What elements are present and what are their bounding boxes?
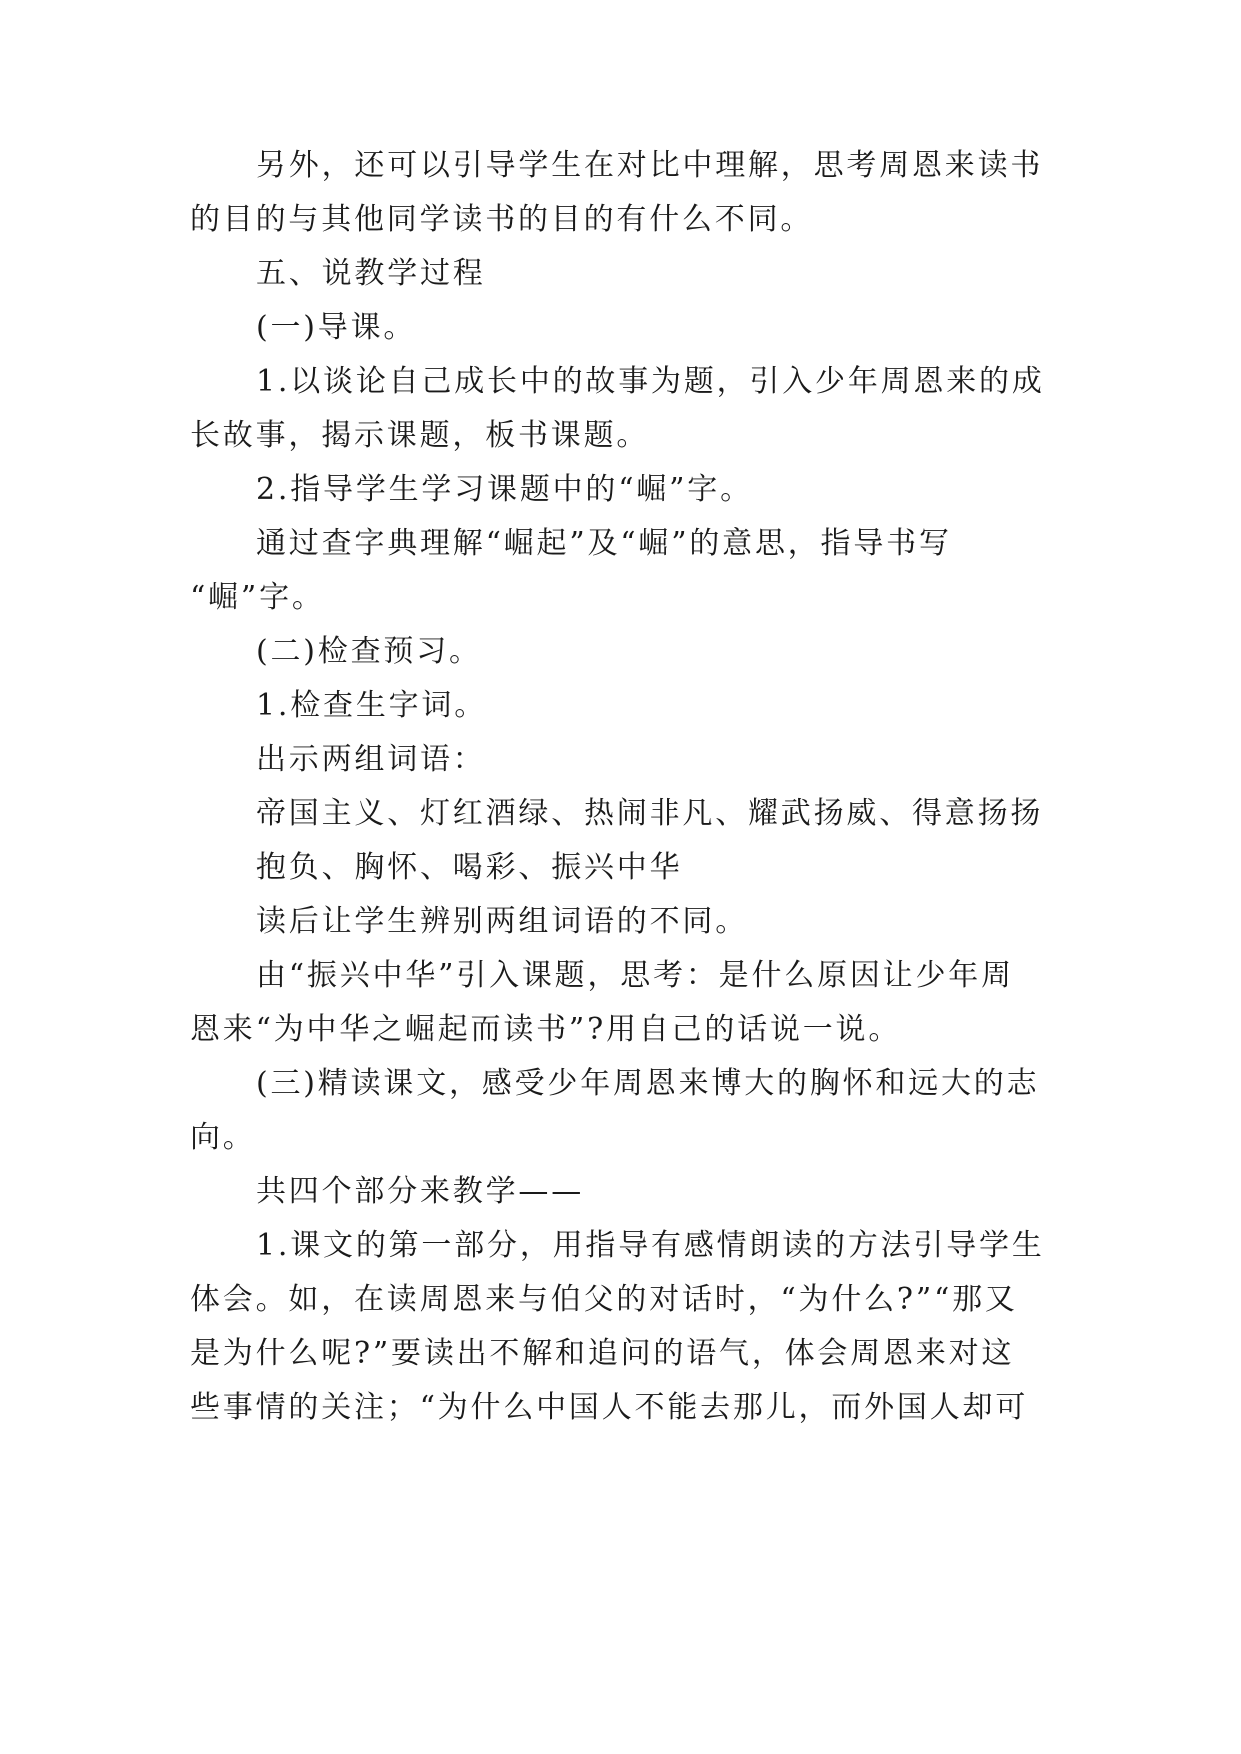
text-line: 由“振兴中华”引入课题，思考：是什么原因让少年周 — [256, 958, 1014, 993]
word-group-1: 帝国主义、灯红酒绿、热闹非凡、耀武扬威、得意扬扬 — [256, 796, 1044, 831]
text-line: 是为什么呢?”要读出不解和追问的语气，体会周恩来对这 — [190, 1336, 1015, 1371]
word-group-2: 抱负、胸怀、喝彩、振兴中华 — [256, 850, 683, 885]
text-line: 通过查字典理解“崛起”及“崛”的意思，指导书写 — [256, 526, 952, 561]
text-line: 2.指导学生学习课题中的“崛”字。 — [256, 472, 753, 507]
text-line: “崛”字。 — [190, 580, 325, 615]
text-line: 读后让学生辨别两组词语的不同。 — [256, 904, 748, 939]
text-line: 的目的与其他同学读书的目的有什么不同。 — [190, 202, 814, 237]
text-line: 体会。如，在读周恩来与伯父的对话时，“为什么?”“那又 — [190, 1282, 1018, 1317]
text-line: 出示两组词语： — [256, 742, 486, 777]
text-line: 恩来“为中华之崛起而读书”?用自己的话说一说。 — [190, 1012, 902, 1047]
text-line: 些事情的关注；“为什么中国人不能去那儿，而外国人却可 — [190, 1390, 1029, 1425]
text-line: 1.课文的第一部分，用指导有感情朗读的方法引导学生 — [256, 1228, 1045, 1263]
subsection-heading: (二)检查预习。 — [256, 634, 482, 669]
text-line: 1.以谈论自己成长中的故事为题，引入少年周恩来的成 — [256, 364, 1045, 399]
text-line: 共四个部分来教学—— — [256, 1174, 584, 1209]
text-line: 长故事，揭示课题，板书课题。 — [190, 418, 650, 453]
text-line: 向。 — [190, 1120, 256, 1155]
text-line: 另外，还可以引导学生在对比中理解，思考周恩来读书 — [256, 148, 1044, 183]
subsection-heading: (三)精读课文，感受少年周恩来博大的胸怀和远大的志 — [256, 1066, 1040, 1101]
section-heading: 五、说教学过程 — [256, 256, 486, 291]
subsection-heading: (一)导课。 — [256, 310, 417, 345]
text-line: 1.检查生字词。 — [256, 688, 488, 723]
